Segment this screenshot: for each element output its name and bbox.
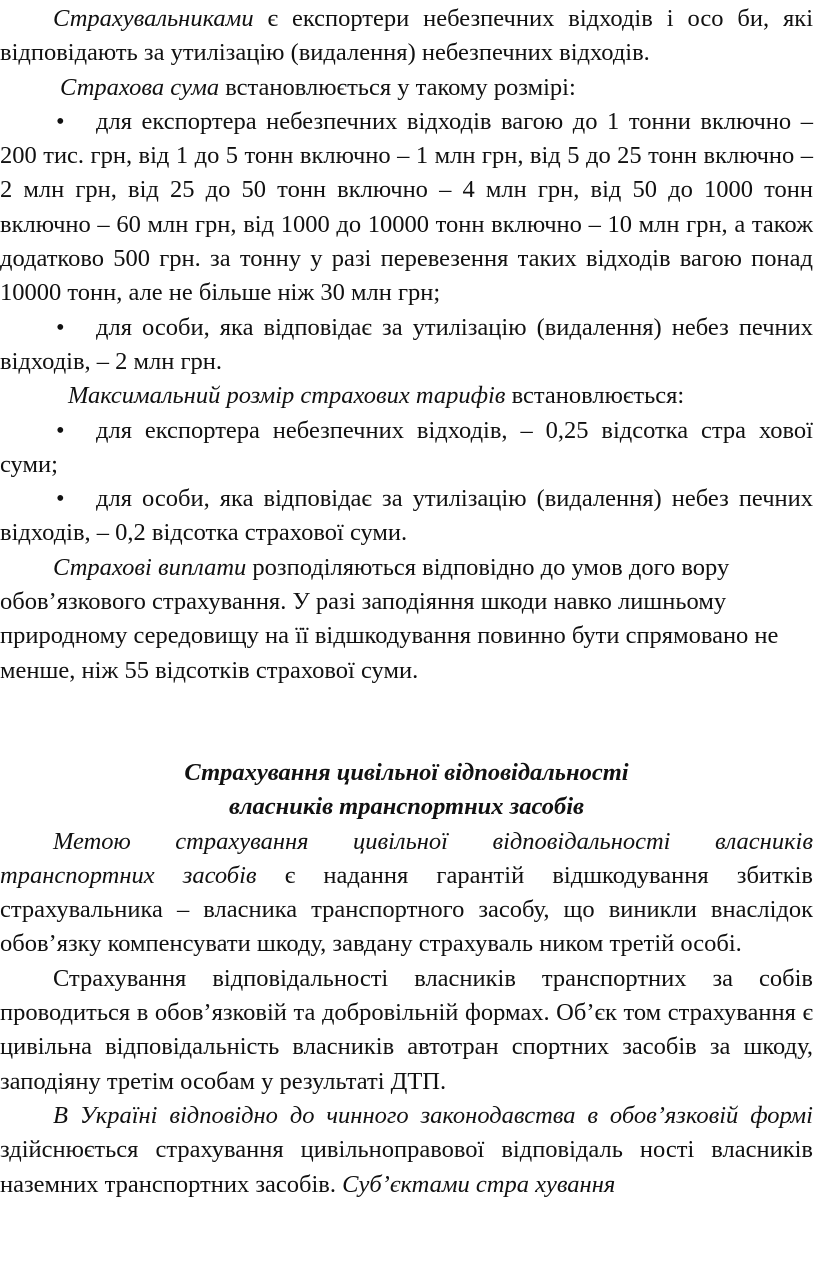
bullet: •: [56, 107, 65, 135]
term-max-tariffs: Максимальний розмір страхових тарифів: [68, 382, 506, 410]
list-item-disposer-sum-text: для особи, яка відповідає за утилізацію (видалення) небез печних відходів, – 2 млн грн.: [0, 313, 813, 375]
paragraph-payouts: [0, 551, 813, 688]
paragraph-ukraine: [0, 1099, 813, 1202]
list-item-exporter-sum-text: для експортера небезпечних відходів вагою до 1 тонни включно – 200 тис. грн, від 1 до 5 тонн включно – 1 млн грн, від 5 до 25 тонн включно – 2 млн грн, від 25 до 50 тонн включно – 4 млн грн, від 50 до 1000 тонн включно – 60 млн грн, від 1000 до 10000 тонн включно – 10 млн грн, а також додатково 500 грн. за тонну у разі перевезення таких відходів вагою понад 10000 тонн, але не більше ніж 30 млн грн;: [0, 107, 813, 307]
list-item-disposer-tariff-text: для особи, яка відповідає за утилізацію (видалення) небез печних відходів, – 0,2 відсотка страхової суми.: [0, 485, 813, 547]
section-spacer: [0, 688, 813, 756]
list-item-exporter-tariff-text: для експортера небезпечних відходів, – 0,25 відсотка стра хової суми;: [0, 416, 813, 478]
paragraph-max-tariffs: [0, 379, 813, 413]
paragraph-purpose-text: є надання гарантій відшкодування збитків страхувальника – власника транспортного засобу, що виникли внаслідок обов’язку компенсувати шкоду, завдану страхуваль ником третій особі.: [0, 861, 813, 958]
bullet: •: [56, 485, 65, 513]
term-sum-insured: Страхова сума: [60, 73, 220, 101]
list-item-exporter-sum: [0, 105, 813, 311]
paragraph-forms-text: Страхування відповідальності власників транспортних за собів проводиться в обов’язковій та добровільній формах. Об’єк том страхування є цивільна відповідальність власників автотран спортних засобів за шкоду, заподіяну третім особам у результаті ДТП.: [0, 964, 813, 1095]
paragraph-ukraine-text: здійснюється страхування цивільноправової відповідаль ності власників наземних транспортних засобів.: [0, 1136, 813, 1198]
paragraph-sum-insured: [0, 71, 813, 105]
section-heading-line-1: Страхування цивільної відповідальності: [184, 758, 629, 786]
paragraph-insurers: [0, 2, 813, 71]
paragraph-purpose: [0, 825, 813, 962]
paragraph-insurers-text: є експортери небезпечних відходів і осо би, які відповідають за утилізацію (видалення) небезпечних відходів.: [0, 5, 813, 67]
paragraph-max-tariffs-text: встановлюється:: [505, 382, 685, 410]
paragraph-payouts-text: розподіляються відповідно до умов дого вору обов’язкового страхування. У разі заподіяння шкоди навко лишньому природному середовищу на її відшкодування повинно бути спрямовано не менше, ніж 55 відсотків страхової суми.: [0, 553, 779, 684]
list-item-disposer-tariff: [0, 482, 813, 551]
term-payouts: Страхові виплати: [53, 553, 247, 581]
term-insurers: Страхувальниками: [53, 5, 254, 32]
list-item-disposer-sum: [0, 311, 813, 380]
term-subjects: Суб’єктами стра хування: [342, 1170, 616, 1198]
bullet: •: [56, 416, 65, 444]
paragraph-sum-insured-text: встановлюється у такому розмірі:: [219, 73, 576, 101]
term-ukraine: В Україні відповідно до чинного законодавства в обов’язковій формі: [53, 1101, 813, 1129]
paragraph-forms: [0, 962, 813, 1099]
term-purpose: Метою страхування цивільної відповідальності власників транспортних засобів: [0, 827, 813, 889]
bullet: •: [56, 313, 65, 341]
list-item-exporter-tariff: [0, 414, 813, 483]
section-heading-line-2: власників транспортних засобів: [229, 793, 584, 821]
